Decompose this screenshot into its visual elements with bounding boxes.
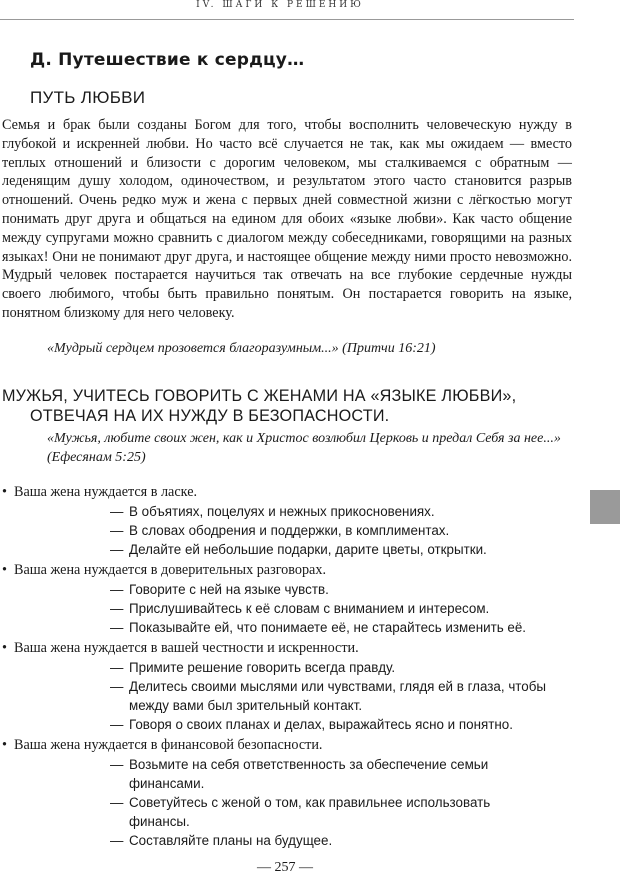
scripture-quote-ephesians: «Мужья, любите своих жен, как и Христос возлюбил Церковь и предал Себя за нее...» (Ефесянам 5:25): [47, 431, 561, 465]
dash-icon: —: [110, 660, 124, 675]
list-item: — Делитесь своими мыслями или чувствами, глядя ей в глаза, чтобы между вами был зрительный контакт.: [110, 679, 547, 713]
dash-icon: —: [110, 795, 124, 810]
list-item: — Примите решение говорить всегда правду.: [110, 660, 396, 675]
dash-icon: —: [110, 833, 124, 848]
need-items: [2, 502, 582, 559]
bullet-icon: •: [2, 484, 7, 500]
section-heading-line-1: МУЖЬЯ, УЧИТЕСЬ ГОВОРИТЬ С ЖЕНАМИ НА «ЯЗЫКЕ ЛЮБВИ»,: [2, 387, 517, 405]
list-item: — Советуйтесь с женой о том, как правильнее использовать финансы.: [110, 795, 491, 829]
scripture-quote-proverbs: «Мудрый сердцем прозовется благоразумным...» (Притчи 16:21): [47, 341, 436, 356]
need-items: [2, 755, 582, 850]
list-item: — Говоря о своих планах и делах, выражайтесь ясно и понятно.: [110, 717, 513, 732]
list-item: — Говорите с ней на языке чувств.: [110, 582, 329, 597]
running-head: IV. ШАГИ К РЕШЕНИЮ: [196, 0, 364, 10]
page-number: — 257 —: [257, 860, 313, 875]
dash-icon: —: [110, 542, 124, 557]
dash-icon: —: [110, 679, 124, 694]
section-heading-husbands: [2, 386, 572, 426]
dash-icon: —: [110, 757, 124, 772]
list-item: — Показывайте ей, что понимаете её, не старайтесь изменить её.: [110, 620, 527, 635]
need-title: • Ваша жена нуждается в ласке.: [2, 484, 198, 500]
list-item: — Возьмите на себя ответственность за обеспечение семьи финансами.: [110, 757, 489, 791]
dash-icon: —: [110, 504, 124, 519]
dash-icon: —: [110, 582, 124, 597]
needs-list: [2, 483, 582, 852]
need-title: • Ваша жена нуждается в вашей честности и искренности.: [2, 640, 359, 656]
header-divider: [0, 19, 574, 20]
bullet-icon: •: [2, 562, 7, 578]
list-item: — Прислушивайтесь к её словам с вниманием и интересом.: [110, 601, 490, 616]
need-items: [2, 580, 582, 637]
list-item: — В словах ободрения и поддержки, в комплиментах.: [110, 523, 450, 538]
need-title: • Ваша жена нуждается в финансовой безопасности.: [2, 737, 323, 753]
dash-icon: —: [110, 717, 124, 732]
need-block: [2, 561, 582, 637]
dash-icon: —: [110, 601, 124, 616]
need-title: • Ваша жена нуждается в доверительных разговорах.: [2, 562, 326, 578]
chapter-title: Д. Путешествие к сердцу…: [30, 50, 305, 70]
dash-icon: —: [110, 620, 124, 635]
chapter-thumb-tab: [590, 490, 620, 524]
dash-icon: —: [110, 523, 124, 538]
list-item: — Делайте ей небольшие подарки, дарите цветы, открытки.: [110, 542, 487, 557]
need-block: [2, 483, 582, 559]
list-item: — В объятиях, поцелуях и нежных прикосновениях.: [110, 504, 435, 519]
need-block: [2, 639, 582, 734]
bullet-icon: •: [2, 640, 7, 656]
need-items: [2, 658, 582, 734]
need-block: [2, 736, 582, 850]
list-item: — Составляйте планы на будущее.: [110, 833, 333, 848]
bullet-icon: •: [2, 737, 7, 753]
body-paragraph: Семья и брак были созданы Богом для того, чтобы восполнить человеческую нужду в глубокой и искренней любви. Но часто всё случается не так, как мы ожидаем — вместо теплых отношений и близости с дорогим человеком, мы сталкиваемся с обратным — леденящим душу холодом, одиночеством, и результатом этого часто становится разрыв отношений. Очень редко муж и жена с первых дней совместной жизни с лёгкостью могут понимать друг друга и общаться на едином для обоих «языке любви». Как часто общение между супругами можно сравнить с диалогом между собеседниками, говорящими на разных языках! Они не понимают друг друга, и настоящее общение между ними просто невозможно. Мудрый человек постарается научиться так отвечать на все глубокие сердечные нужды своего любимого, чтобы быть правильно понятым. Он постарается говорить на языке, понятном близкому для него человеку.: [2, 117, 572, 321]
section-heading-line-2: ОТВЕЧАЯ НА ИХ НУЖДУ В БЕЗОПАСНОСТИ.: [30, 407, 390, 425]
section-title: ПУТЬ ЛЮБВИ: [30, 88, 146, 107]
